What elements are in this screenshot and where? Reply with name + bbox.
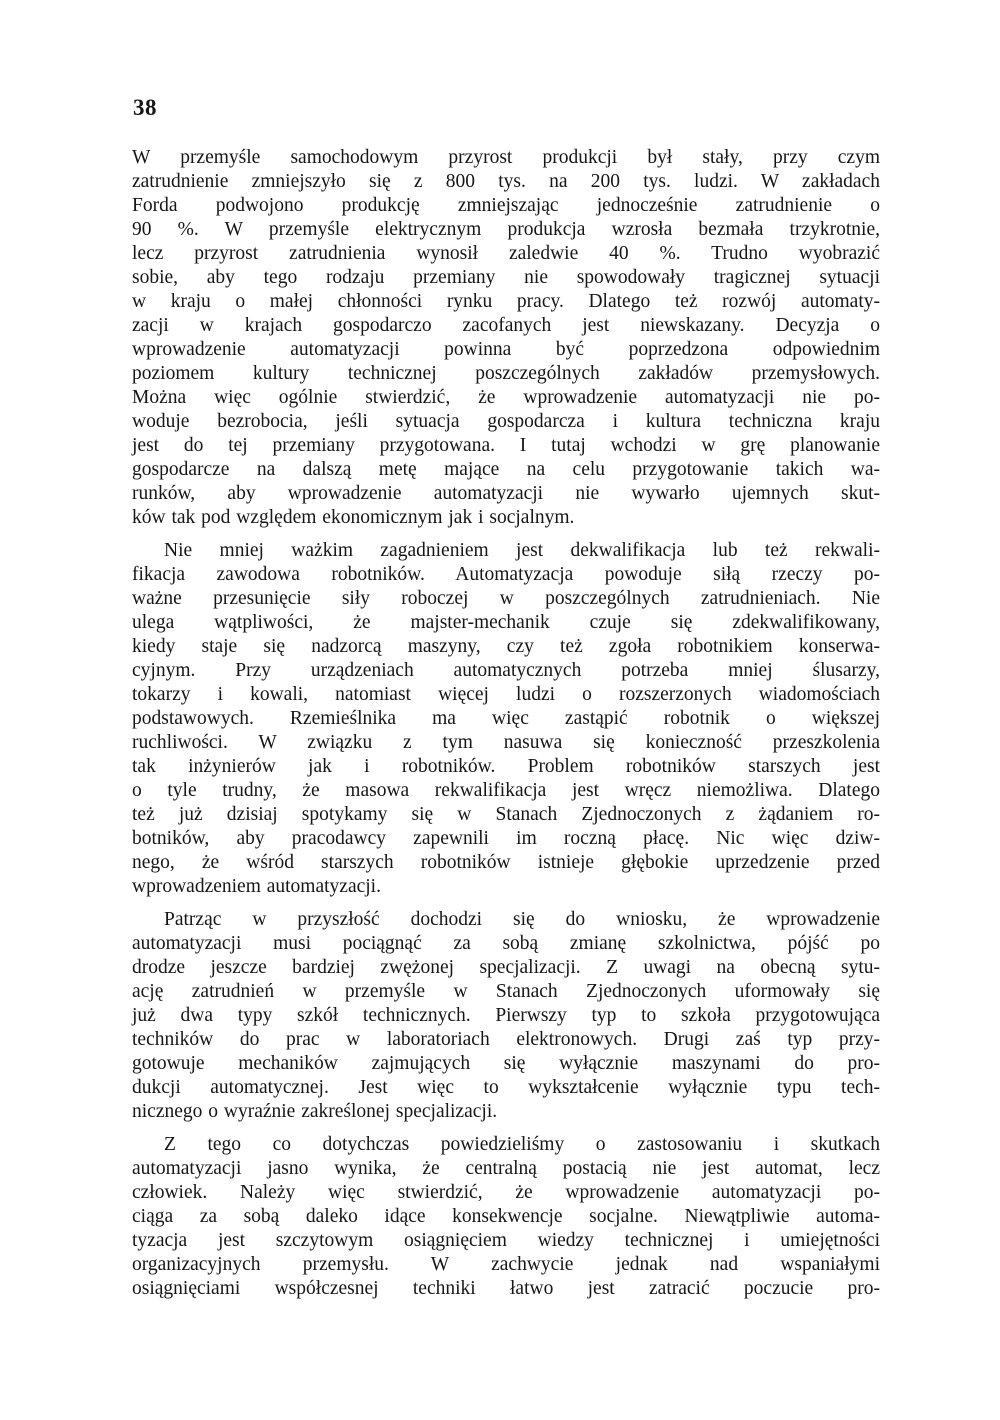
text-line: Można więc ogólnie stwierdzić, że wprowadzenie automatyzacji nie po-	[132, 387, 880, 408]
text-line: ciąga za sobą daleko idące konsekwencje socjalne. Niewątpliwie automa-	[132, 1206, 880, 1227]
paragraph	[132, 146, 880, 530]
text-line: dukcji automatycznej. Jest więc to wykształcenie wyłącznie typu tech-	[132, 1077, 880, 1098]
text-line: gospodarcze na dalszą metę mające na celu przygotowanie takich wa-	[132, 459, 880, 480]
paragraph	[132, 539, 880, 899]
text-line: automatyzacji musi pociągnąć za sobą zmianę szkolnictwa, pójść po	[132, 933, 880, 954]
text-line: woduje bezrobocia, jeśli sytuacja gospodarcza i kultura techniczna kraju	[132, 411, 880, 432]
text-line: W przemyśle samochodowym przyrost produkcji był stały, przy czym	[132, 147, 880, 168]
text-line: ulega wątpliwości, że majster-mechanik czuje się zdekwalifikowany,	[132, 612, 880, 633]
text-line: organizacyjnych przemysłu. W zachwycie jednak nad wspaniałymi	[132, 1254, 880, 1275]
text-line: tak inżynierów jak i robotników. Problem robotników starszych jest	[132, 756, 880, 777]
text-line: tokarzy i kowali, natomiast więcej ludzi o rozszerzonych wiadomościach	[132, 684, 880, 705]
text-line: ważne przesunięcie siły roboczej w poszczególnych zatrudnieniach. Nie	[132, 588, 880, 609]
text-line: wprowadzeniem automatyzacji.	[132, 876, 381, 897]
text-line: o tyle trudny, że masowa rekwalifikacja jest wręcz niemożliwa. Dlatego	[132, 780, 880, 801]
text-line: automatyzacji jasno wynika, że centralną postacią nie jest automat, lecz	[132, 1158, 880, 1179]
text-line: ację zatrudnień w przemyśle w Stanach Zjednoczonych uformowały się	[132, 981, 880, 1002]
text-line: Nie mniej ważkim zagadnieniem jest dekwalifikacja lub też rekwali-	[164, 540, 880, 561]
text-line: runków, aby wprowadzenie automatyzacji nie wywarło ujemnych skut-	[132, 483, 880, 504]
text-line: lecz przyrost zatrudnienia wynosił zaledwie 40 %. Trudno wyobrazić	[132, 243, 880, 264]
text-line: kiedy staje się nadzorcą maszyny, czy też zgoła robotnikiem konserwa-	[132, 636, 880, 657]
text-line: Patrząc w przyszłość dochodzi się do wniosku, że wprowadzenie	[164, 909, 880, 930]
text-line: tyzacja jest szczytowym osiągnięciem wiedzy technicznej i umiejętności	[132, 1230, 880, 1251]
text-line: ruchliwości. W związku z tym nasuwa się konieczność przeszkolenia	[132, 732, 880, 753]
text-line: botników, aby pracodawcy zapewnili im roczną płacę. Nic więc dziw-	[132, 828, 880, 849]
text-line: Z tego co dotychczas powiedzieliśmy o zastosowaniu i skutkach	[164, 1134, 880, 1155]
text-line: zacji w krajach gospodarczo zacofanych jest niewskazany. Decyzja o	[132, 315, 880, 336]
page-number: 38	[133, 95, 157, 120]
text-line: podstawowych. Rzemieślnika ma więc zastąpić robotnik o większej	[132, 708, 880, 729]
text-line: gotowuje mechaników zajmujących się wyłącznie maszynami do pro-	[132, 1053, 880, 1074]
text-line: ków tak pod względem ekonomicznym jak i socjalnym.	[132, 507, 575, 528]
text-line: drodze jeszcze bardziej zwężonej specjalizacji. Z uwagi na obecną sytu-	[132, 957, 880, 978]
text-line: nego, że wśród starszych robotników istnieje głębokie uprzedzenie przed	[132, 852, 880, 873]
text-line: poziomem kultury technicznej poszczególnych zakładów przemysłowych.	[132, 363, 880, 384]
text-line: sobie, aby tego rodzaju przemiany nie spowodowały tragicznej sytuacji	[132, 267, 880, 288]
text-line: 90 %. W przemyśle elektrycznym produkcja wzrosła bezmała trzykrotnie,	[132, 219, 880, 240]
text-line: nicznego o wyraźnie zakreślonej specjalizacji.	[132, 1101, 498, 1122]
text-line: techników do prac w laboratoriach elektronowych. Drugi zaś typ przy-	[132, 1029, 880, 1050]
text-line: cyjnym. Przy urządzeniach automatycznych potrzeba mniej ślusarzy,	[132, 660, 880, 681]
text-line: zatrudnienie zmniejszyło się z 800 tys. na 200 tys. ludzi. W zakładach	[132, 171, 880, 192]
text-line: wprowadzenie automatyzacji powinna być poprzedzona odpowiednim	[132, 339, 880, 360]
text-line: w kraju o małej chłonności rynku pracy. Dlatego też rozwój automaty-	[132, 291, 880, 312]
paragraph	[132, 908, 880, 1124]
paragraph	[132, 1133, 880, 1301]
text-line: osiągnięciami współczesnej techniki łatwo jest zatracić poczucie pro-	[132, 1278, 880, 1299]
page-text	[132, 146, 880, 1301]
text-line: już dwa typy szkół technicznych. Pierwszy typ to szkoła przygotowująca	[132, 1005, 880, 1026]
text-line: Forda podwojono produkcję zmniejszając jednocześnie zatrudnienie o	[132, 195, 880, 216]
text-line: jest do tej przemiany przygotowana. I tutaj wchodzi w grę planowanie	[132, 435, 880, 456]
text-line: człowiek. Należy więc stwierdzić, że wprowadzenie automatyzacji po-	[132, 1182, 880, 1203]
text-line: fikacja zawodowa robotników. Automatyzacja powoduje siłą rzeczy po-	[132, 564, 880, 585]
text-line: też już dzisiaj spotykamy się w Stanach Zjednoczonych z żądaniem ro-	[132, 804, 880, 825]
